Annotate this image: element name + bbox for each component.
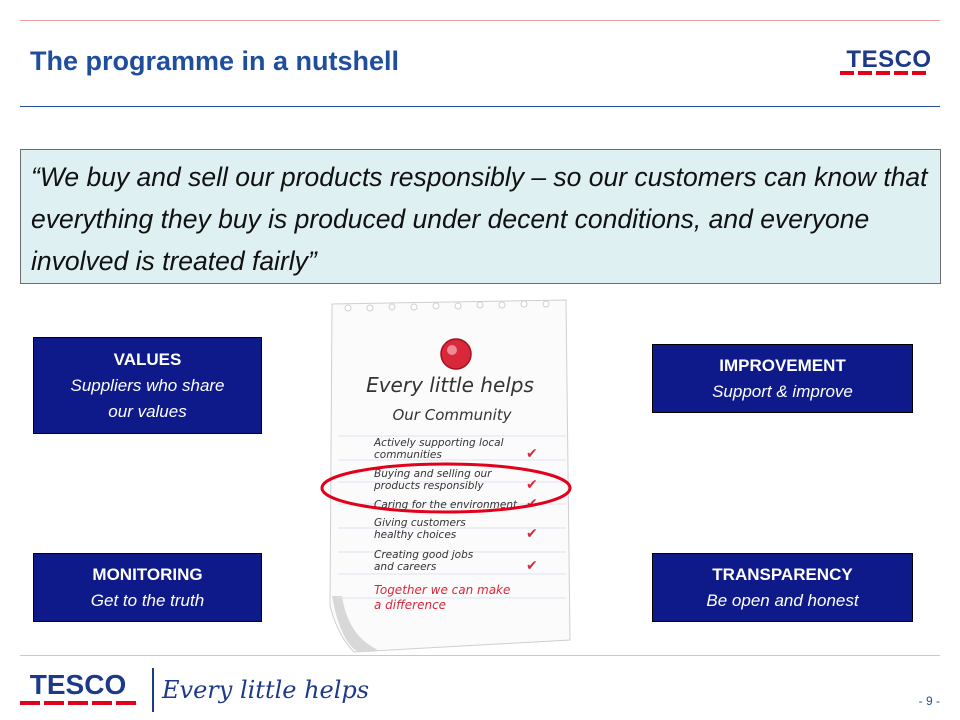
transparency-line1: Be open and honest (706, 590, 859, 610)
page-title: The programme in a nutshell (30, 46, 400, 76)
note-item-line: communities (374, 449, 442, 461)
values-line2: our values (108, 401, 187, 421)
logo-stripe (20, 701, 40, 705)
logo-stripe (92, 701, 112, 705)
note-item-line: Creating good jobs (374, 549, 474, 561)
mission-quote: “We buy and sell our products responsibly – so our customers can know that everything they buy is produced under decent conditions, and everyone involved is treated fairly” (20, 149, 941, 284)
logo-stripe (116, 701, 136, 705)
logo-stripe (68, 701, 88, 705)
monitoring-box (33, 553, 262, 622)
note-item-line: healthy choices (374, 529, 457, 541)
footer-rule (20, 655, 940, 656)
check-icon: ✔ (526, 558, 538, 574)
page-number: - 9 - (918, 694, 940, 708)
tesco-logo-bottom (14, 668, 154, 710)
title-underline (20, 106, 940, 107)
note-item-line: Actively supporting local (374, 437, 504, 449)
logo-divider (152, 668, 154, 712)
logo-wordmark: TESCO (846, 46, 932, 73)
check-icon: ✔ (526, 477, 538, 493)
transparency-box (652, 553, 913, 622)
pushpin-icon (441, 339, 471, 369)
improvement-box (652, 344, 913, 413)
note-item-line: Giving customers (374, 517, 466, 529)
check-icon: ✔ (526, 496, 538, 512)
improvement-heading: IMPROVEMENT (719, 355, 846, 375)
note-footer: a difference (374, 598, 447, 612)
brand-tagline: Every little helps (162, 676, 370, 704)
note-item-line: and careers (374, 561, 437, 573)
transparency-heading: TRANSPARENCY (712, 564, 853, 584)
monitoring-heading: MONITORING (92, 564, 203, 584)
note-footer: Together we can make (374, 583, 511, 597)
highlight-ellipse (318, 460, 574, 520)
logo-wordmark: TESCO (29, 669, 127, 700)
values-line1: Suppliers who share (70, 375, 225, 395)
note-item-line: products responsibly (374, 480, 484, 492)
note-item-line: Buying and selling our (374, 468, 492, 480)
values-heading: VALUES (113, 349, 182, 369)
note-subheading: Our Community (392, 406, 512, 424)
top-rule (20, 20, 940, 21)
monitoring-line1: Get to the truth (90, 590, 205, 610)
check-icon: ✔ (526, 526, 538, 542)
values-box (33, 337, 262, 434)
improvement-line1: Support & improve (712, 381, 853, 401)
logo-stripe (44, 701, 64, 705)
note-item-line: Caring for the environment (374, 499, 518, 511)
note-heading: Every little helps (366, 373, 534, 397)
tesco-logo-top (836, 44, 942, 78)
check-icon: ✔ (526, 446, 538, 462)
